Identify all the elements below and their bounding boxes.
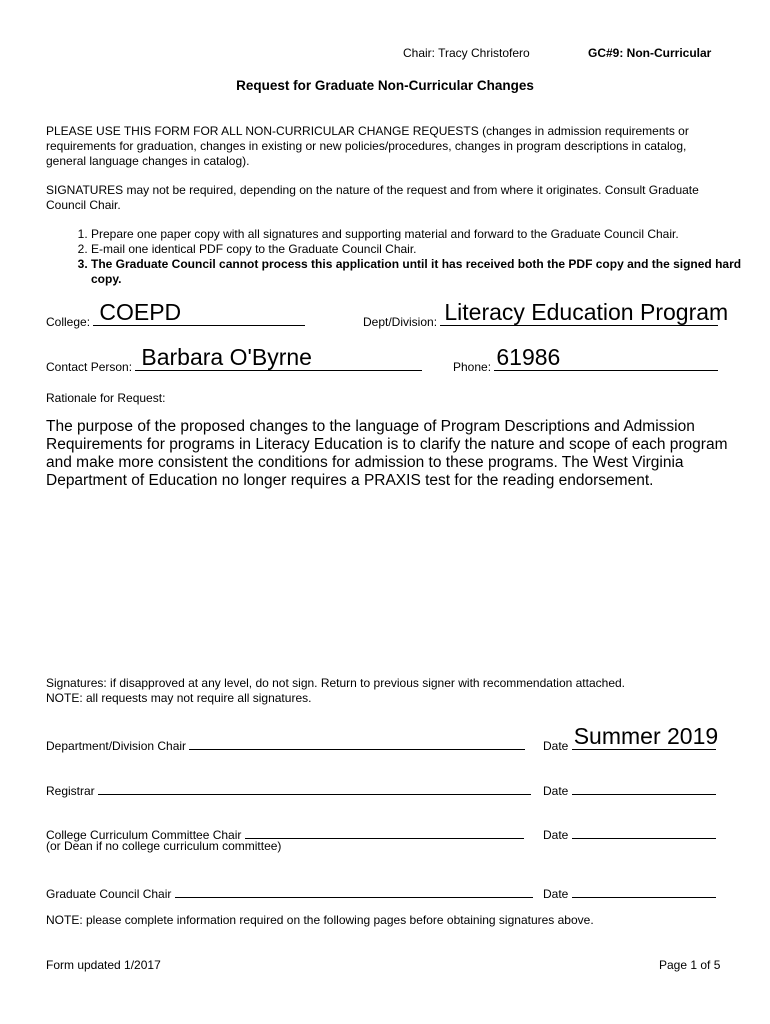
dept-chair-date-value: Summer 2019 (573, 723, 719, 749)
contact-value: Barbara O'Byrne (141, 344, 312, 370)
dept-chair-date-line[interactable] (572, 723, 719, 750)
intro-paragraph: PLEASE USE THIS FORM FOR ALL NON-CURRICULAR CHANGE REQUESTS (changes in admission requirements or requirements for graduation, changes in existing or new policies/procedures, changes in program descriptions in catalog, general language changes in catalog). (46, 124, 689, 168)
form-code: GC#9: Non-Curricular (588, 46, 712, 60)
signatures-note: Signatures: if disapproved at any level, do not sign. Return to previous signer with recommendation attached. (46, 676, 625, 690)
ccc-date-line[interactable] (572, 824, 716, 839)
college-field (46, 299, 305, 329)
contact-label: Contact Person: (46, 360, 133, 374)
instruction-step: 2. E-mail one identical PDF copy to the Graduate Council Chair. (91, 242, 751, 257)
signature-note: SIGNATURES may not be required, depending on the nature of the request and from where it originates. Consult Graduate Council Chair. (46, 183, 699, 212)
final-note: NOTE: please complete information required on the following pages before obtaining signatures above. (46, 913, 594, 927)
instruction-list (46, 227, 751, 287)
date-label: Date (543, 828, 569, 842)
phone-input[interactable] (494, 344, 718, 371)
dept-value: Literacy Education Program (444, 299, 729, 325)
contact-field (46, 344, 422, 374)
dept-input[interactable] (440, 299, 729, 326)
ccc-date (543, 824, 716, 842)
chair-label: Chair: Tracy Christofero (403, 46, 530, 60)
contact-input[interactable] (135, 344, 422, 371)
dept-chair-date (543, 723, 719, 753)
phone-value: 61986 (496, 344, 561, 370)
registrar-date-line[interactable] (572, 780, 716, 795)
college-input[interactable] (93, 299, 305, 326)
rationale-label: Rationale for Request: (46, 391, 166, 405)
date-label: Date (543, 784, 569, 798)
rationale-text[interactable]: The purpose of the proposed changes to the language of Program Descriptions and Admission Requirements for programs in Literacy Education is to clarify the nature and scope of each program and make more consistent the conditions for admission to these programs. The West Virginia Department of Education no longer requires a PRAXIS test for the reading endorsement. (46, 418, 728, 489)
ccc-signature-line[interactable] (245, 824, 524, 839)
gcc-date-line[interactable] (572, 883, 716, 898)
page-title: Request for Graduate Non-Curricular Changes (236, 78, 534, 93)
college-value: COEPD (99, 299, 182, 325)
ccc-sub-label: (or Dean if no college curriculum committee) (46, 839, 282, 853)
gcc-date (543, 883, 716, 901)
gcc-signature-line[interactable] (175, 883, 533, 898)
dept-label: Dept/Division: (363, 315, 438, 329)
date-label: Date (543, 887, 569, 901)
gcc-label: Graduate Council Chair (46, 887, 172, 901)
instruction-step: 3. The Graduate Council cannot process this application until it has received both the PDF copy and the signed hard copy. (91, 257, 751, 287)
registrar-signature (46, 780, 531, 798)
phone-field (453, 344, 718, 374)
dept-chair-signature (46, 735, 525, 753)
registrar-label: Registrar (46, 784, 95, 798)
phone-label: Phone: (453, 360, 492, 374)
registrar-date (543, 780, 716, 798)
instruction-step: 1. Prepare one paper copy with all signatures and supporting material and forward to the Graduate Council Chair. (91, 227, 751, 242)
page-number: Page 1 of 5 (659, 958, 721, 972)
gcc-signature (46, 883, 533, 901)
dept-chair-label: Department/Division Chair (46, 739, 187, 753)
signatures-note-2: NOTE: all requests may not require all signatures. (46, 691, 312, 705)
date-label: Date (543, 739, 569, 753)
dept-field (363, 299, 729, 329)
ccc-label: College Curriculum Committee Chair (46, 828, 242, 842)
registrar-signature-line[interactable] (98, 780, 531, 795)
form-updated: Form updated 1/2017 (46, 958, 161, 972)
college-label: College: (46, 315, 91, 329)
dept-chair-signature-line[interactable] (189, 735, 525, 750)
